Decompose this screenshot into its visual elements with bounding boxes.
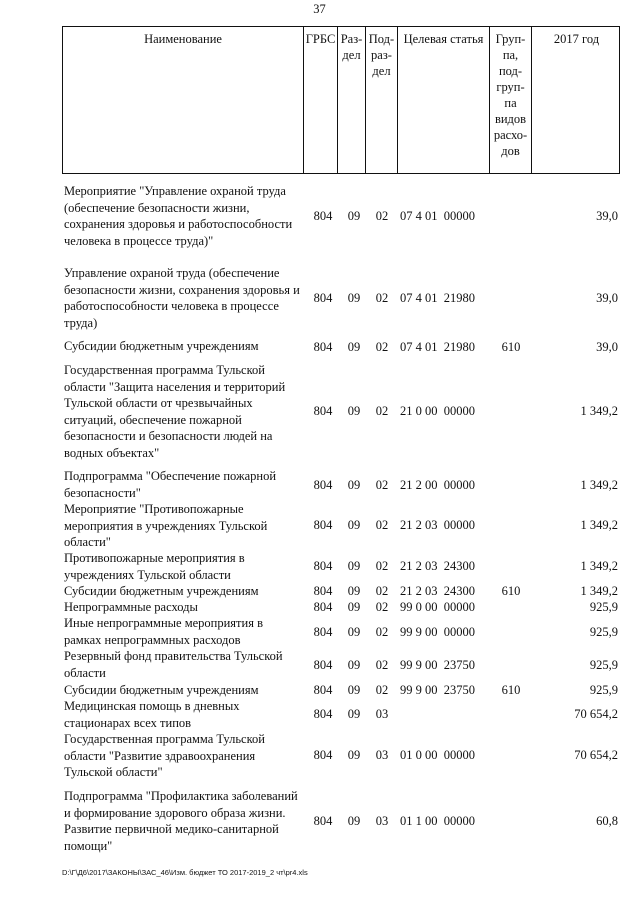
row-razdel: 09: [347, 291, 361, 305]
row-razdel: 09: [347, 625, 361, 639]
row-podrazdel: 02: [375, 518, 389, 532]
row-razdel: 09: [347, 683, 361, 697]
row-grbs: 804: [313, 658, 333, 672]
row-name: Непрограммные расходы: [64, 600, 198, 614]
row-cs: 99 9 00 00000: [400, 625, 475, 639]
row-name: Подпрограмма "Обеспечение пожарной безопасности": [64, 469, 277, 500]
row-sum: 1 349,2: [580, 559, 618, 573]
row-group: 610: [501, 683, 521, 697]
row-sum: 60,8: [596, 814, 618, 828]
row-podrazdel: 02: [375, 291, 389, 305]
row-razdel: 09: [347, 600, 361, 614]
row-sum: 1 349,2: [580, 584, 618, 598]
row-grbs: 804: [313, 748, 333, 762]
row-name: Резервный фонд правительства Тульской области: [64, 649, 283, 680]
row-sum: 39,0: [596, 340, 618, 354]
row-cs: 99 9 00 23750: [400, 658, 475, 672]
row-podrazdel: 02: [375, 600, 389, 614]
header-year: 2017 год: [531, 27, 621, 173]
row-name: Государственная программа Тульской области "Защита населения и территорий Тульской области от чрезвычайных ситуаций, обеспечение пожарной безопасности и безопасности людей на водных объектах": [64, 363, 286, 460]
row-cs: 21 2 03 00000: [400, 518, 475, 532]
row-podrazdel: 02: [375, 478, 389, 492]
row-cs: 21 2 03 24300: [400, 584, 475, 598]
row-podrazdel: 02: [375, 404, 389, 418]
row-name: Медицинская помощь в дневных стационарах всех типов: [64, 699, 240, 730]
row-sum: 925,9: [589, 625, 618, 639]
row-name: Управление охраной труда (обеспечение безопасности жизни, сохранения здоровья и работоспособности человека в процессе труда): [64, 266, 300, 330]
row-sum: 70 654,2: [574, 748, 618, 762]
row-name: Подпрограмма "Профилактика заболеваний и формирование здорового образа жизни. Развитие первичной медико-санитарной помощи": [64, 789, 298, 853]
row-grbs: 804: [313, 478, 333, 492]
row-grbs: 804: [313, 518, 333, 532]
row-razdel: 09: [347, 707, 361, 721]
row-name: Субсидии бюджетным учреждениям: [64, 584, 259, 598]
row-razdel: 09: [347, 748, 361, 762]
row-name: Мероприятие "Управление охраной труда (обеспечение безопасности жизни, сохранения здоровья и работоспособности человека в процессе труда)": [64, 184, 293, 248]
row-sum: 1 349,2: [580, 478, 618, 492]
row-grbs: 804: [313, 404, 333, 418]
row-sum: 1 349,2: [580, 518, 618, 532]
row-name: Противопожарные мероприятия в учреждениях Тульской области: [64, 551, 245, 582]
row-razdel: 09: [347, 814, 361, 828]
row-sum: 70 654,2: [574, 707, 618, 721]
row-grbs: 804: [313, 600, 333, 614]
row-cs: 21 0 00 00000: [400, 404, 475, 418]
row-podrazdel: 02: [375, 584, 389, 598]
row-razdel: 09: [347, 404, 361, 418]
row-grbs: 804: [313, 209, 333, 223]
page-number: 37: [313, 2, 326, 16]
row-sum: 925,9: [589, 600, 618, 614]
row-podrazdel: 02: [375, 209, 389, 223]
row-sum: 925,9: [589, 658, 618, 672]
row-grbs: 804: [313, 584, 333, 598]
row-podrazdel: 02: [375, 658, 389, 672]
row-grbs: 804: [313, 625, 333, 639]
row-podrazdel: 03: [375, 707, 389, 721]
row-cs: 07 4 01 00000: [400, 209, 475, 223]
row-razdel: 09: [347, 478, 361, 492]
header-grbs: ГРБС: [303, 27, 337, 173]
row-group: 610: [501, 584, 521, 598]
row-cs: 21 2 00 00000: [400, 478, 475, 492]
header-name: Наименование: [144, 32, 222, 46]
row-razdel: 09: [347, 658, 361, 672]
row-name: Иные непрограммные мероприятия в рамках непрограммных расходов: [64, 616, 263, 647]
row-sum: 39,0: [596, 209, 618, 223]
row-cs: 01 1 00 00000: [400, 814, 475, 828]
row-sum: 39,0: [596, 291, 618, 305]
row-razdel: 09: [347, 209, 361, 223]
row-cs: 21 2 03 24300: [400, 559, 475, 573]
row-name: Субсидии бюджетным учреждениям: [64, 339, 259, 353]
row-podrazdel: 02: [375, 340, 389, 354]
row-podrazdel: 02: [375, 559, 389, 573]
row-group: 610: [501, 340, 521, 354]
row-podrazdel: 03: [375, 814, 389, 828]
row-grbs: 804: [313, 683, 333, 697]
file-path-footer: D:\Г\Д6\2017\ЗАКОНЫ\ЗАС_46\Изм. бюджет ТО 2017-2019_2 чт\pr4.xls: [62, 868, 308, 877]
header-group: Груп- па, под- груп- па видов расхо- дов: [489, 27, 531, 173]
row-podrazdel: 02: [375, 683, 389, 697]
row-grbs: 804: [313, 559, 333, 573]
row-name: Государственная программа Тульской области "Развитие здравоохранения Тульской области": [64, 732, 265, 779]
row-cs: 99 9 00 23750: [400, 683, 475, 697]
header-podrazdel: Под- раз- дел: [365, 27, 397, 173]
row-razdel: 09: [347, 584, 361, 598]
row-razdel: 09: [347, 559, 361, 573]
row-grbs: 804: [313, 814, 333, 828]
row-grbs: 804: [313, 340, 333, 354]
row-cs: 01 0 00 00000: [400, 748, 475, 762]
row-grbs: 804: [313, 707, 333, 721]
header-cs: Целевая статья: [397, 27, 489, 173]
row-cs: 07 4 01 21980: [400, 340, 475, 354]
row-name: Мероприятие "Противопожарные мероприятия в учреждениях Тульской области": [64, 502, 268, 549]
row-podrazdel: 02: [375, 625, 389, 639]
row-cs: 07 4 01 21980: [400, 291, 475, 305]
row-sum: 1 349,2: [580, 404, 618, 418]
row-razdel: 09: [347, 340, 361, 354]
row-sum: 925,9: [589, 683, 618, 697]
row-podrazdel: 03: [375, 748, 389, 762]
header-razdel: Раз- дел: [337, 27, 365, 173]
table-header: [62, 26, 620, 174]
row-grbs: 804: [313, 291, 333, 305]
row-razdel: 09: [347, 518, 361, 532]
row-name: Субсидии бюджетным учреждениям: [64, 683, 259, 697]
row-cs: 99 0 00 00000: [400, 600, 475, 614]
